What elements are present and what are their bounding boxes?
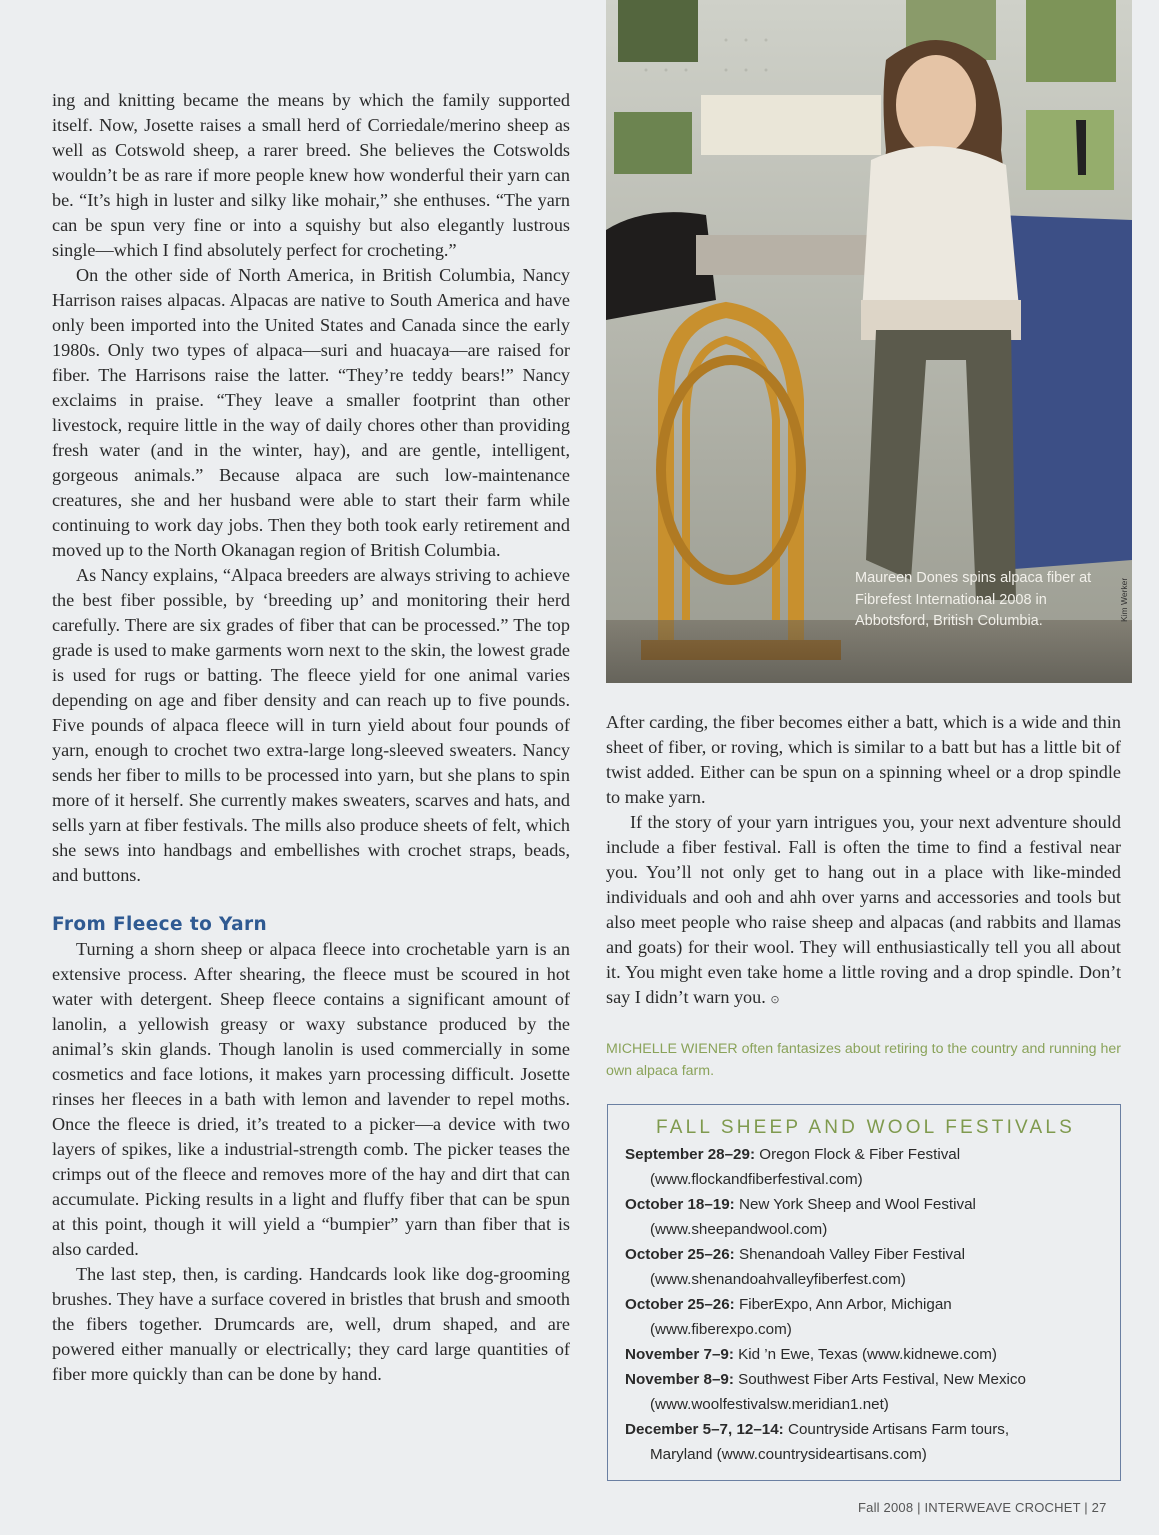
body-paragraph: The last step, then, is carding. Handcards look like dog-grooming brushes. They have a surface covered in bristles that brush and smooth the fibers together. Drumcards are, well, drum shaped, and are powered either manually or electrically; they card large quantities of fiber more quickly than can be done by hand. — [52, 1264, 570, 1384]
festival-title: FALL SHEEP AND WOOL FESTIVALS — [655, 1117, 1076, 1138]
photo-credit: Kim Werker — [1119, 577, 1129, 622]
festival-name: New York Sheep and Wool Festival — [738, 1196, 976, 1213]
author-bio: MICHELLE WIENER often fantasizes about retiring to the country and running her own alpaca farm. — [606, 1041, 1121, 1079]
body-paragraph: Turning a shorn sheep or alpaca fleece into crochetable yarn is an extensive process. After shearing, the fleece must be scoured in hot water with detergent. Sheep fleece contains a significant amount of lanolin, a yellowish greasy or waxy substance produced by the animal’s skin glands. Though lanolin is used commercially in some cosmetics and face lotions, it makes yarn processing difficult. Josette rinses her fleeces in a bath with lemon and lavender to repel moths. Once the fleece is dried, it’s treated to a picker—a device with two layers of spikes, like a industrial-strength comb. The picker teases the crimps out of the fleece and removes more of the hay and dirt that can accumulate. Picking results in a light and fluffy fiber that can be spun at this point, though it will yield a “bumpier” yarn than fiber that is also carded. — [52, 939, 570, 1259]
festival-item — [625, 1192, 1106, 1242]
festival-item — [625, 1292, 1106, 1342]
festival-name: FiberExpo, Ann Arbor, Michigan — [738, 1296, 952, 1313]
body-paragraph: After carding, the fiber becomes either a batt, which is a wide and thin sheet of fiber, or roving, which is similar to a batt but has a little bit of twist added. Either can be spun on a spinning wheel or a drop spindle to make yarn. — [606, 712, 1121, 807]
festival-url[interactable]: (www.sheepandwool.com) — [650, 1221, 828, 1238]
body-paragraph: ing and knitting became the means by which the family supported itself. Now, Josette raises a small herd of Corriedale/merino sheep as well as Cotswold sheep, a rarer breed. She believes the Cotswolds wouldn’t be as rare if more people knew how wonderful their yarn can be. “It’s high in luster and silky like mohair,” she enthuses. “The yarn can be spun very fine or into a squishy but also elegantly lustrous single—which I find absolutely perfect for crocheting.” — [52, 90, 570, 260]
festival-date: October 25–26: — [625, 1296, 735, 1313]
festival-item — [625, 1367, 1106, 1417]
body-paragraph: On the other side of North America, in British Columbia, Nancy Harrison raises alpacas. Alpacas are native to South America and have only been imported into the United States and Canada since the early 1980s. Only two types of alpaca—suri and huacaya—are raised for fiber. The Harrisons raise the latter. “They’re teddy bears!” Nancy exclaims in praise. “They leave a smaller footprint than other livestock, require little in the way of daily chores other than providing fresh water (and in the winter, hay), and are gentle, intelligent, gorgeous animals.” Because alpaca are such low-maintenance creatures, she and her husband were able to start their farm while continuing to work day jobs. Then they both took early retirement and moved up to the North Okanagan region of British Columbia. — [52, 265, 570, 560]
festival-date: October 25–26: — [625, 1246, 735, 1263]
festival-sidebar — [607, 1104, 1121, 1481]
festival-date: December 5–7, 12–14: — [625, 1421, 784, 1438]
body-paragraph-text: If the story of your yarn intrigues you, your next adventure should include a fiber festival. Fall is often the time to find a festival near you. You’ll not only get to hang out in a place with like-minded individuals and ooh and ahh over yarns and accessories and tools but also meet people who raise sheep and alpacas (and rabbits and llamas and goats) for their wool. They will enthusiastically tell you all about it. You might even take home a little roving and a drop spindle. Don’t say I didn’t warn you. — [606, 812, 1121, 1007]
body-paragraph: As Nancy explains, “Alpaca breeders are always striving to achieve the best fiber possible, by ‘breeding up’ and monitoring their herd carefully. There are six grades of fiber that can be processed.” The top grade is used to make garments worn next to the skin, the lowest grade is used for rugs or batting. The fleece yield for one animal varies depending on age and fiber density and can reach up to five pounds. Five pounds of alpaca fleece will in turn yield about four pounds of yarn, enough to crochet two extra-large long-sleeved sweaters. Nancy sends her fiber to mills to be processed into yarn, but she plans to spin more of it herself. She currently makes sweaters, scarves and hats, and sells yarn at fiber festivals. The mills also produce sheets of felt, which she sews into handbags and embellishes with crochet straps, beads, and buttons. — [52, 565, 570, 885]
festival-name: Oregon Flock & Fiber Festival — [759, 1146, 961, 1163]
page-footer: Fall 2008 | INTERWEAVE CROCHET | 27 — [858, 1500, 1107, 1515]
body-paragraph — [606, 810, 1121, 1012]
festival-date: September 28–29: — [625, 1146, 756, 1163]
festival-date: November 7–9: — [625, 1346, 734, 1363]
festival-name: Shenandoah Valley Fiber Festival — [738, 1246, 965, 1263]
festival-date: November 8–9: — [625, 1371, 734, 1388]
festival-item — [625, 1142, 1106, 1192]
left-column — [52, 88, 570, 1387]
festival-item — [625, 1417, 1106, 1467]
festival-name: Southwest Fiber Arts Festival, New Mexico — [738, 1371, 1026, 1388]
right-column — [606, 710, 1121, 1012]
festival-url[interactable]: (www.woolfestivalsw.meridian1.net) — [650, 1396, 889, 1413]
festival-item — [625, 1342, 1106, 1367]
festival-name: Countryside Artisans Farm tours, — [787, 1421, 1010, 1438]
festival-url[interactable]: Maryland (www.countrysideartisans.com) — [650, 1446, 927, 1463]
end-mark-icon: ⊙ — [770, 993, 780, 1006]
festival-date: October 18–19: — [625, 1196, 735, 1213]
photo-caption: Maureen Dones spins alpaca fiber at Fibrefest International 2008 in Abbotsford, British Columbia. — [855, 570, 1092, 629]
section-heading: From Fleece to Yarn — [52, 914, 268, 935]
festival-name: Kid ’n Ewe, Texas (www.kidnewe.com) — [738, 1346, 997, 1363]
festival-url[interactable]: (www.fiberexpo.com) — [650, 1321, 792, 1338]
festival-item — [625, 1242, 1106, 1292]
festival-url[interactable]: (www.flockandfiberfestival.com) — [650, 1171, 863, 1188]
festival-url[interactable]: (www.shenandoahvalleyfiberfest.com) — [650, 1271, 906, 1288]
